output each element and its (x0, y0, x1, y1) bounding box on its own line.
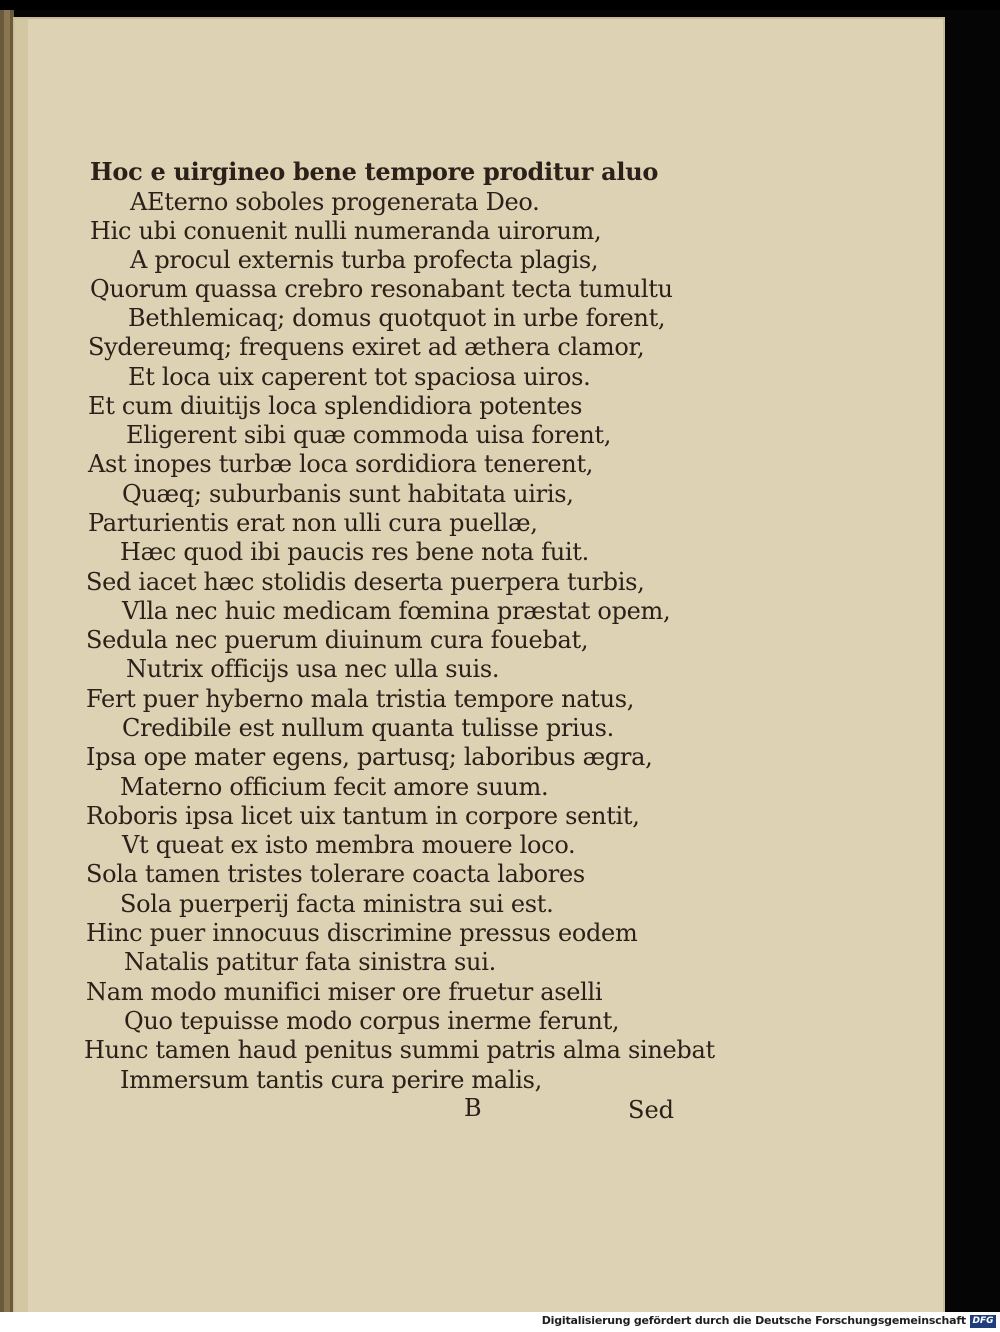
verse-line: Eligerent sibi quæ commoda uisa forent, (126, 421, 612, 449)
verse-line: Nutrix officijs usa nec ulla suis. (126, 655, 500, 683)
footer-bar (0, 1312, 1000, 1332)
verse-line: Roboris ipsa licet uix tantum in corpore sentit, (86, 802, 640, 830)
verse-line: Et cum diuitijs loca splendidiora potentes (88, 392, 583, 420)
verse-line: Et loca uix caperent tot spaciosa uiros. (128, 363, 591, 391)
verse-line: Sed iacet hæc stolidis deserta puerpera turbis, (86, 568, 645, 596)
verse-line: AEterno soboles progenerata Deo. (130, 188, 540, 216)
verse-line: Vt queat ex isto membra mouere loco. (122, 831, 576, 859)
verse-line: Quæq; suburbanis sunt habitata uiris, (122, 480, 574, 508)
footer-credit: Digitalisierung gefördert durch die Deutsche Forschungsgemeinschaft (541, 1314, 966, 1327)
verse-line: Hic ubi conuenit nulli numeranda uirorum, (90, 217, 602, 245)
verse-line: Materno officium fecit amore suum. (120, 773, 549, 801)
verse-line: Hæc quod ibi paucis res bene nota fuit. (120, 538, 589, 566)
verse-line: Fert puer hyberno mala tristia tempore natus, (86, 685, 635, 713)
verse-line: Sola puerperij facta ministra sui est. (120, 890, 554, 918)
catchword: Sed (628, 1096, 675, 1124)
verse-line: Sydereumq; frequens exiret ad æthera clamor, (88, 333, 645, 361)
verse-line: Quorum quassa crebro resonabant tecta tumultu (90, 275, 673, 303)
verse-line: Vlla nec huic medicam fœmina præstat opem, (122, 597, 671, 625)
verse-line: Nam modo munifici miser ore fruetur aselli (86, 978, 603, 1006)
verse-line: Credibile est nullum quanta tulisse prius. (122, 714, 614, 742)
verse-line: Sedula nec puerum diuinum cura fouebat, (86, 626, 589, 654)
verse-line: Immersum tantis cura perire malis, (120, 1066, 542, 1094)
verse-line: Natalis patitur fata sinistra sui. (124, 948, 496, 976)
verse-line: Parturientis erat non ulli cura puellæ, (88, 509, 538, 537)
signature-mark: B (464, 1094, 482, 1122)
verse-line: Ast inopes turbæ loca sordidiora tenerent, (88, 450, 594, 478)
verse-line: Hunc tamen haud penitus summi patris alma sinebat (84, 1036, 715, 1064)
verse-line: Bethlemicaq; domus quotquot in urbe forent, (128, 304, 666, 332)
dfg-logo-icon: DFG (970, 1315, 996, 1328)
verse-line: Hinc puer innocuus discrimine pressus eodem (86, 919, 638, 947)
verse-line: Quo tepuisse modo corpus inerme ferunt, (124, 1007, 620, 1035)
verse-line: Ipsa ope mater egens, partusq; laboribus ægra, (86, 743, 653, 771)
verse-line: Hoc e uirgineo bene tempore proditur aluo (90, 157, 659, 186)
verse-line: A procul externis turba profecta plagis, (130, 246, 599, 274)
verse-line: Sola tamen tristes tolerare coacta labores (86, 860, 585, 888)
